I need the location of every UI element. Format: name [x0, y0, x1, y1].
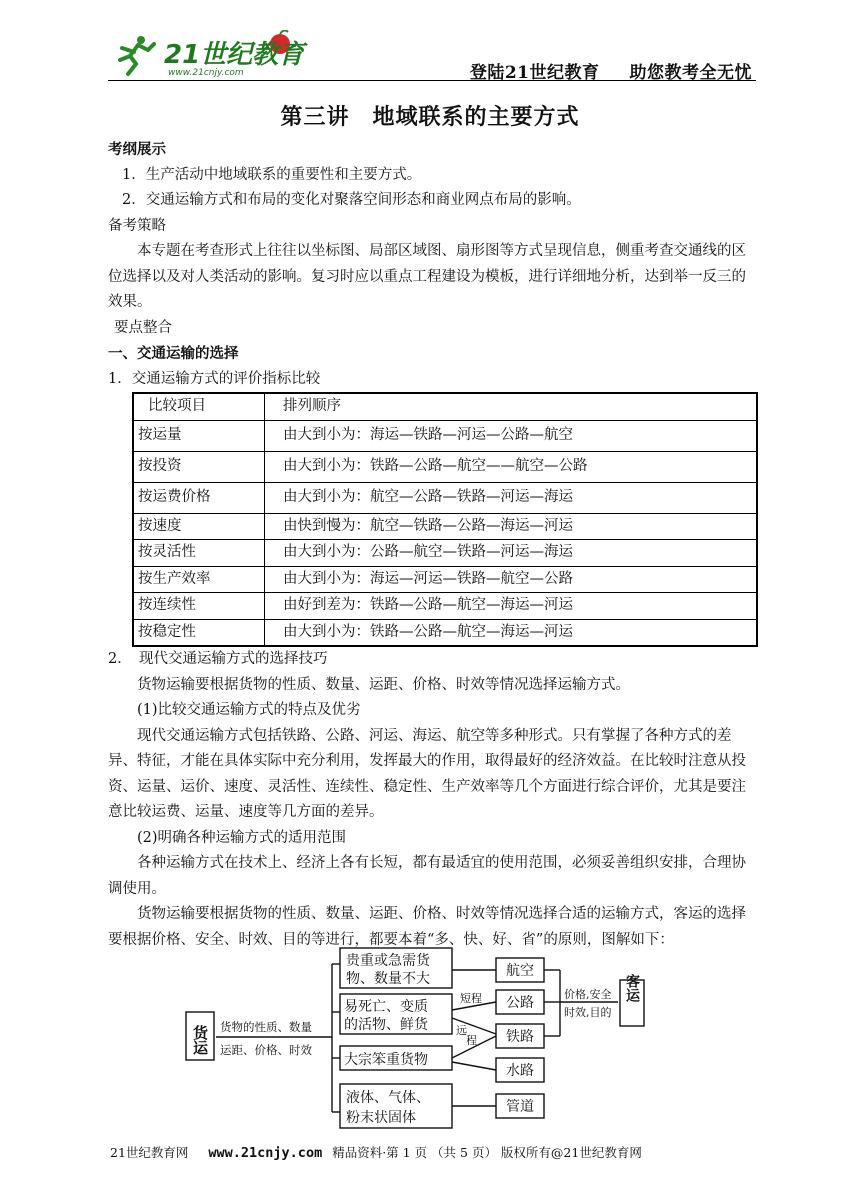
- table-header-row: [133, 393, 757, 420]
- outline-item-2: 2．交通运输方式和布局的变化对聚落空间形态和商业网点布局的影响。: [122, 192, 581, 208]
- footer-site-link[interactable]: www.21cnjy.com: [208, 1145, 323, 1161]
- table-cell: 按稳定性: [133, 619, 265, 646]
- short-distance-label: 短程: [460, 992, 482, 1005]
- site-logo[interactable]: [108, 30, 308, 78]
- mode-water: 水路: [506, 1063, 534, 1079]
- cargo-valuable-1: 贵重或急需货: [346, 953, 430, 969]
- footer-left: 21世纪教育网: [110, 1145, 189, 1160]
- table-header-cell: 排列顺序: [265, 393, 758, 420]
- long-distance-label-1: 远: [456, 1024, 467, 1037]
- table-row: [133, 619, 757, 646]
- modern-paragraph: 现代交通运输方式包括铁路、公路、河运、海运、航空等多种形式。只有掌握了各种方式的差异、特征，才能在具体实际中充分利用，发挥最大的作用，取得最好的经济效益。在比较时注意从投资、运量、运价、速度、灵活性、连续性、稳定性、生产效率等几个方面进行综合评价，尤其是要注意比较运费、运量、速度等几方面的差异。: [108, 727, 746, 820]
- cargo-valuable-2: 物、数量不大: [346, 971, 430, 987]
- outline-item-1: 1．生产活动中地域联系的重要性和主要方式。: [122, 166, 422, 183]
- cargo-fluid-1: 液体、气体、: [346, 1090, 430, 1106]
- cargo-perishable-1: 易死亡、变质: [344, 999, 428, 1015]
- document-body: [108, 137, 756, 953]
- table-row: [133, 513, 757, 540]
- table-cell: 按投资: [133, 451, 265, 482]
- cargo-perishable-2: 的活物、鲜货: [344, 1017, 428, 1033]
- freight-factors-2: 运距、价格、时效: [220, 1043, 312, 1057]
- scope-paragraph: 各种运输方式在技术上、经济上各有长短，都有最适宜的使用范围，必须妥善组织安排，合理协调使用。: [108, 855, 746, 897]
- table-cell: 按生产效率: [133, 566, 265, 593]
- table-cell: 由好到差为：铁路—公路—航空—海运—河运: [265, 593, 758, 620]
- table-cell: 按运量: [133, 420, 265, 451]
- long-distance-label-2: 程: [466, 1034, 477, 1047]
- table-cell: 由大到小为：航空—公路—铁路—河运—海运: [265, 482, 758, 513]
- table-row: [133, 593, 757, 620]
- table-cell: 由大到小为：铁路—公路—航空——航空—公路: [265, 451, 758, 482]
- mode-air: 航空: [506, 963, 534, 979]
- goods-paragraph: 货物运输要根据货物的性质、数量、运距、价格、时效等情况选择运输方式。: [137, 676, 630, 693]
- passenger-label: 客运: [624, 974, 640, 1002]
- runner-icon: [120, 36, 154, 74]
- freight-label: 货运: [191, 1025, 209, 1055]
- logo-url: www.21cnjy.com: [168, 68, 244, 78]
- table-cell: 由大到小为：公路—航空—铁路—河运—海运: [265, 540, 758, 567]
- page-footer: [110, 1143, 760, 1161]
- header-divider: [108, 80, 756, 81]
- table-row: [133, 482, 757, 513]
- transport-choice-diagram: [180, 944, 650, 1134]
- table-row: [133, 540, 757, 567]
- table-cell: 按灵活性: [133, 540, 265, 567]
- strategy-heading: 备考策略: [108, 217, 166, 234]
- page-header: [108, 30, 756, 83]
- slogan-right: 助您教考全无忧: [629, 63, 752, 83]
- table-row: [133, 420, 757, 451]
- outline-heading: 考纲展示: [108, 141, 166, 158]
- page-title: 第三讲 地域联系的主要方式: [280, 104, 580, 130]
- comparison-table: [132, 392, 758, 647]
- footer-right: 精品资料·第 1 页 （共 5 页） 版权所有@21世纪教育网: [332, 1145, 642, 1160]
- mode-pipe: 管道: [506, 1099, 534, 1115]
- table-cell: 按速度: [133, 513, 265, 540]
- logo-text: 21世纪教育: [164, 40, 305, 70]
- item-1-heading: 1．交通运输方式的评价指标比较: [108, 370, 321, 387]
- table-row: [133, 566, 757, 593]
- strategy-paragraph: 本专题在考查形式上往往以坐标图、局部区域图、扇形图等方式呈现信息，侧重考查交通线的区位选择以及对人类活动的影响。复习时应以重点工程建设为模板，进行详细地分析，达到举一反三的效果。: [108, 243, 746, 310]
- item-2-heading: 2． 现代交通运输方式的选择技巧: [108, 651, 328, 667]
- part1-heading: 一、交通运输的选择: [108, 345, 239, 362]
- table-cell: 由大到小为：海运—河运—铁路—航空—公路: [265, 566, 758, 593]
- cargo-bulk: 大宗笨重货物: [344, 1052, 428, 1068]
- subheading-1: (1)比较交通运输方式的特点及优劣: [137, 702, 361, 718]
- slogan-left: 登陆21世纪教育: [469, 63, 600, 83]
- passenger-factors-2: 时效,目的: [564, 1006, 612, 1019]
- mode-road: 公路: [506, 995, 534, 1011]
- cargo-fluid-2: 粉末状固体: [346, 1110, 416, 1126]
- passenger-factors-1: 价格,安全: [564, 988, 612, 1001]
- choice-paragraph: 货物运输要根据货物的性质、数量、运距、价格、时效等情况选择合适的运输方式，客运的选择要根据价格、安全、时效、目的等进行，都要本着“多、快、好、省”的原则，图解如下：: [108, 906, 746, 948]
- table-cell: 按运费价格: [133, 482, 265, 513]
- table-row: [133, 451, 757, 482]
- table-header-cell: 比较项目: [133, 393, 265, 420]
- table-cell: 按连续性: [133, 593, 265, 620]
- freight-factors-1: 货物的性质、数量: [220, 1020, 312, 1034]
- table-cell: 由大到小为：铁路—公路—航空—海运—河运: [265, 619, 758, 646]
- table-cell: 由大到小为：海运—铁路—河运—公路—航空: [265, 420, 758, 451]
- table-cell: 由快到慢为：航空—铁路—公路—海运—河运: [265, 513, 758, 540]
- mode-rail: 铁路: [506, 1029, 534, 1045]
- subheading-2: (2)明确各种运输方式的适用范围: [137, 829, 347, 846]
- key-points-heading: 要点整合: [114, 319, 172, 336]
